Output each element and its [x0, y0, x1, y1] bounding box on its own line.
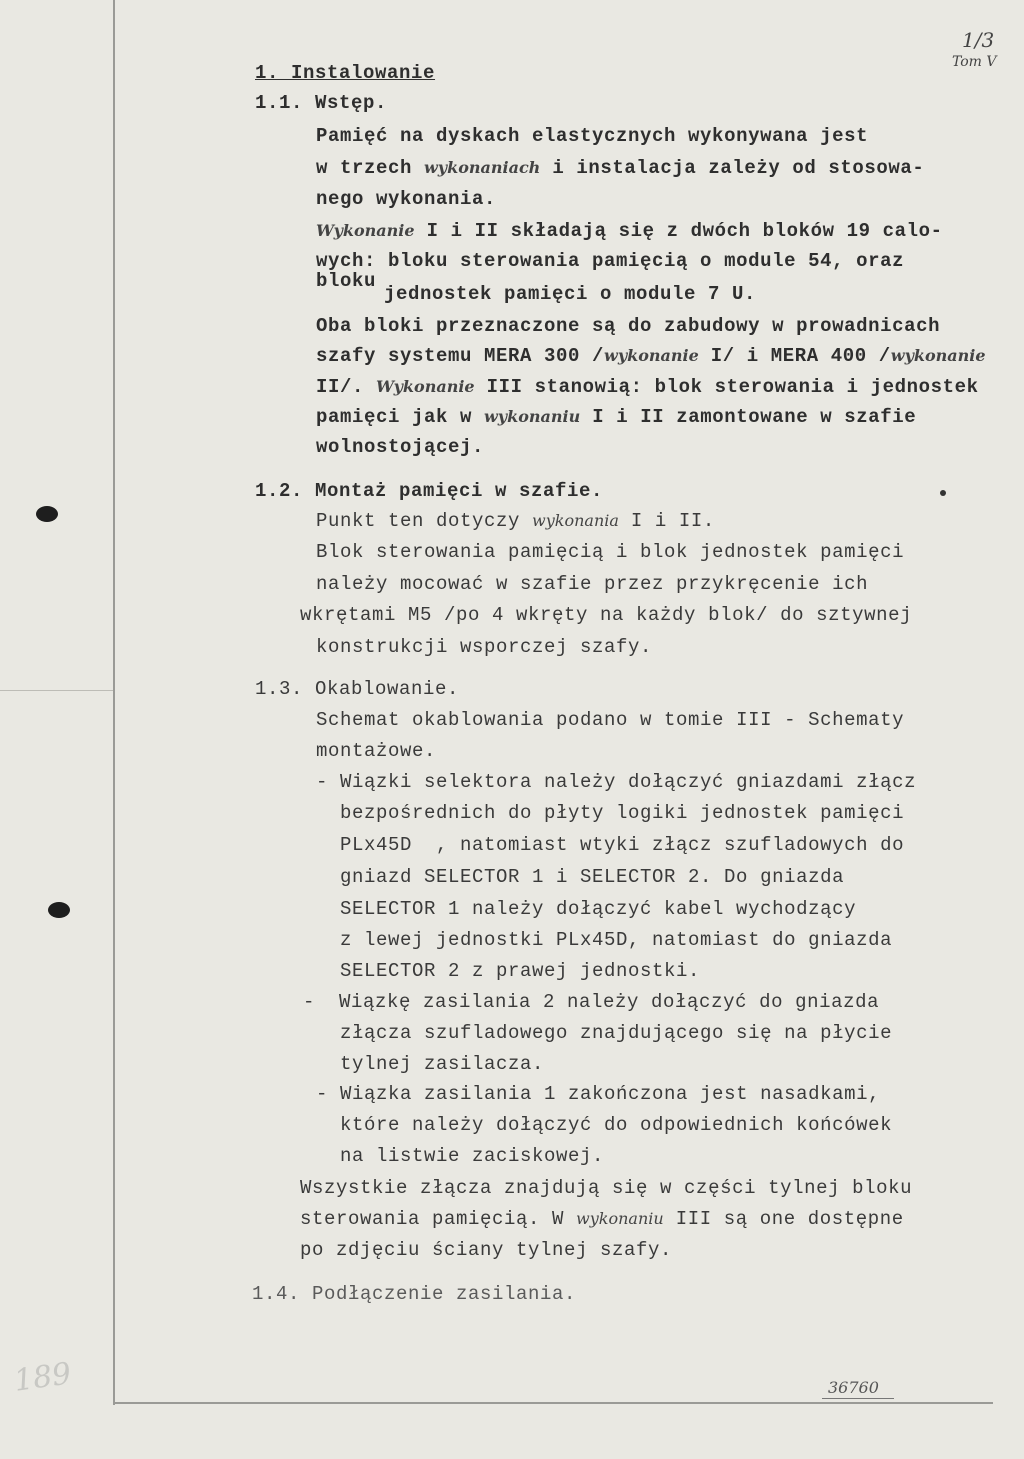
text-line: z lewej jednostki PLx45D, natomiast do gniazda	[340, 929, 893, 951]
text-line: Oba bloki przeznaczone są do zabudowy w prowadnicach	[316, 315, 941, 337]
volume-label: Tom V	[952, 54, 997, 70]
subsection-heading: 1.1. Wstęp.	[255, 92, 388, 114]
text-line: Wykonanie I i II składają się z dwóch bloków 19 calo-	[316, 220, 943, 242]
punch-hole-icon	[36, 506, 58, 522]
subsection-heading: 1.4. Podłączenie zasilania.	[252, 1283, 577, 1305]
text-line: w trzech wykonaniach i instalacja zależy od stosowa-	[316, 157, 925, 179]
text-line: wkrętami M5 /po 4 wkręty na każdy blok/ do sztywnej	[300, 604, 913, 626]
text-line: SELECTOR 1 należy dołączyć kabel wychodzący	[340, 898, 857, 920]
page-number: 1/3	[962, 28, 995, 52]
text-line: wolnostojącej.	[316, 436, 485, 458]
left-margin-rule	[113, 0, 115, 1405]
text-line: SELECTOR 2 z prawej jednostki.	[340, 960, 701, 982]
text-line: wych: bloku sterowania pamięcią o module 54, oraz	[316, 250, 905, 272]
text-line: - Wiązki selektora należy dołączyć gniazdami złącz	[316, 771, 917, 793]
text-line: - Wiązkę zasilania 2 należy dołączyć do gniazda	[303, 991, 880, 1013]
text-line: sterowania pamięcią. W wykonaniu III są one dostępne	[300, 1208, 904, 1230]
section-heading: 1. Instalowanie	[255, 62, 436, 84]
text-line: - Wiązka zasilania 1 zakończona jest nasadkami,	[316, 1083, 881, 1105]
text-line: po zdjęciu ściany tylnej szafy.	[300, 1239, 673, 1261]
text-line: złącza szufladowego znajdującego się na płycie	[340, 1022, 893, 1044]
text-line: które należy dołączyć do odpowiednich końcówek	[340, 1114, 893, 1136]
text-line: montażowe.	[316, 740, 437, 762]
text-line: jednostek pamięci o module 7 U.	[384, 283, 757, 305]
subsection-heading: 1.2. Montaż pamięci w szafie.	[255, 480, 604, 502]
text-line: Wszystkie złącza znajdują się w części tylnej bloku	[300, 1177, 913, 1199]
archive-number: 36760	[828, 1378, 879, 1397]
text-line: tylnej zasilacza.	[340, 1053, 545, 1075]
text-line: Pamięć na dyskach elastycznych wykonywana jest	[316, 125, 869, 147]
text-line: bloku	[316, 270, 377, 292]
faint-margin-number: 189	[11, 1356, 74, 1399]
text-line: Punkt ten dotyczy wykonania I i II.	[316, 510, 715, 532]
text-line: PLx45D , natomiast wtyki złącz szufladowych do	[340, 834, 905, 856]
text-line: II/. Wykonanie III stanowią: blok sterowania i jednostek	[316, 376, 979, 398]
text-line: pamięci jak w wykonaniu I i II zamontowane w szafie	[316, 406, 917, 428]
text-line: konstrukcji wsporczej szafy.	[316, 636, 653, 658]
text-line: nego wykonania.	[316, 188, 497, 210]
bottom-rule	[113, 1402, 993, 1404]
fold-mark	[0, 690, 113, 691]
text-line: Schemat okablowania podano w tomie III - Schematy	[316, 709, 905, 731]
text-line: należy mocować w szafie przez przykręcenie ich	[316, 573, 869, 595]
text-line: na listwie zaciskowej.	[340, 1145, 605, 1167]
text-line: szafy systemu MERA 300 /wykonanie I/ i MERA 400 /wykonanie	[316, 345, 986, 367]
subsection-heading: 1.3. Okablowanie.	[255, 678, 460, 700]
text-line: Blok sterowania pamięcią i blok jednostek pamięci	[316, 541, 905, 563]
ink-dot	[940, 490, 946, 496]
text-line: gniazd SELECTOR 1 i SELECTOR 2. Do gniazda	[340, 866, 845, 888]
text-line: bezpośrednich do płyty logiki jednostek pamięci	[340, 802, 905, 824]
archive-number-underline	[822, 1398, 894, 1399]
punch-hole-icon	[48, 902, 70, 918]
